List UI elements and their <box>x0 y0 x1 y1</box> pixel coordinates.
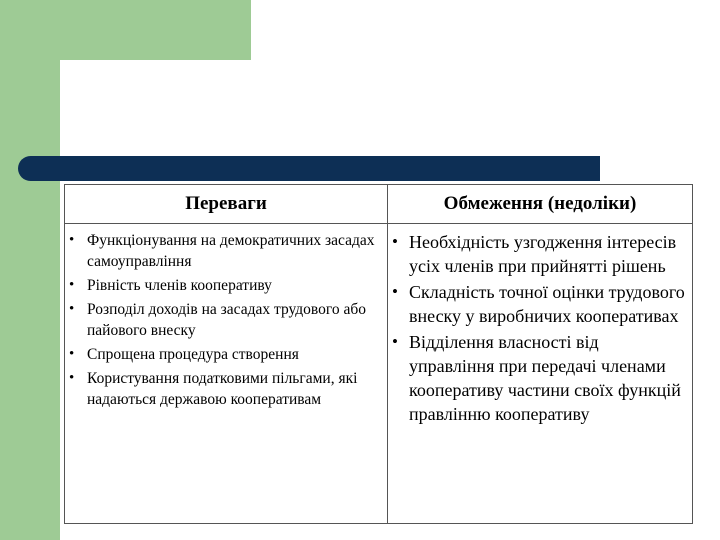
list-item <box>69 344 383 365</box>
table-row <box>65 224 693 524</box>
limitation-text: Складність точної оцінки трудового внеску у виробничих кооперативах <box>409 282 685 326</box>
bullet-icon: • <box>69 370 75 386</box>
header-advantages: Переваги <box>65 185 388 224</box>
bullet-icon: • <box>392 282 398 301</box>
list-item <box>392 330 688 426</box>
advantages-list <box>69 230 383 410</box>
limitations-list <box>392 230 688 426</box>
list-item <box>392 230 688 278</box>
list-item <box>69 275 383 296</box>
bullet-icon: • <box>69 301 75 317</box>
advantage-text: Користування податковими пільгами, які надаються державою кооперативам <box>87 370 358 408</box>
decorative-green-strip <box>0 0 60 540</box>
list-item <box>69 230 383 272</box>
header-limitations: Обмеження (недоліки) <box>388 185 693 224</box>
advantage-text: Рівність членів кооперативу <box>87 277 272 294</box>
bullet-icon: • <box>69 277 75 293</box>
list-item <box>69 299 383 341</box>
comparison-table <box>64 184 693 524</box>
bullet-icon: • <box>69 346 75 362</box>
advantage-text: Функціонування на демократичних засадах самоуправління <box>87 232 375 270</box>
limitation-text: Необхідність узгодження інтересів усіх членів при прийнятті рішень <box>409 232 677 276</box>
limitations-cell <box>388 224 693 524</box>
advantage-text: Спрощена процедура створення <box>87 346 299 363</box>
bullet-icon: • <box>69 232 75 248</box>
table-header-row <box>65 185 693 224</box>
decorative-rounded-corner <box>60 60 120 120</box>
limitation-text: Відділення власності від управління при передачі членами кооперативу частини своїх функцій правлінню кооперативу <box>409 332 681 424</box>
title-bar <box>18 156 600 181</box>
advantages-cell <box>65 224 388 524</box>
bullet-icon: • <box>392 332 398 351</box>
advantage-text: Розподіл доходів на засадах трудового або пайового внеску <box>87 301 366 339</box>
list-item <box>69 368 383 410</box>
decorative-green-block <box>60 0 251 60</box>
bullet-icon: • <box>392 232 398 251</box>
list-item <box>392 280 688 328</box>
